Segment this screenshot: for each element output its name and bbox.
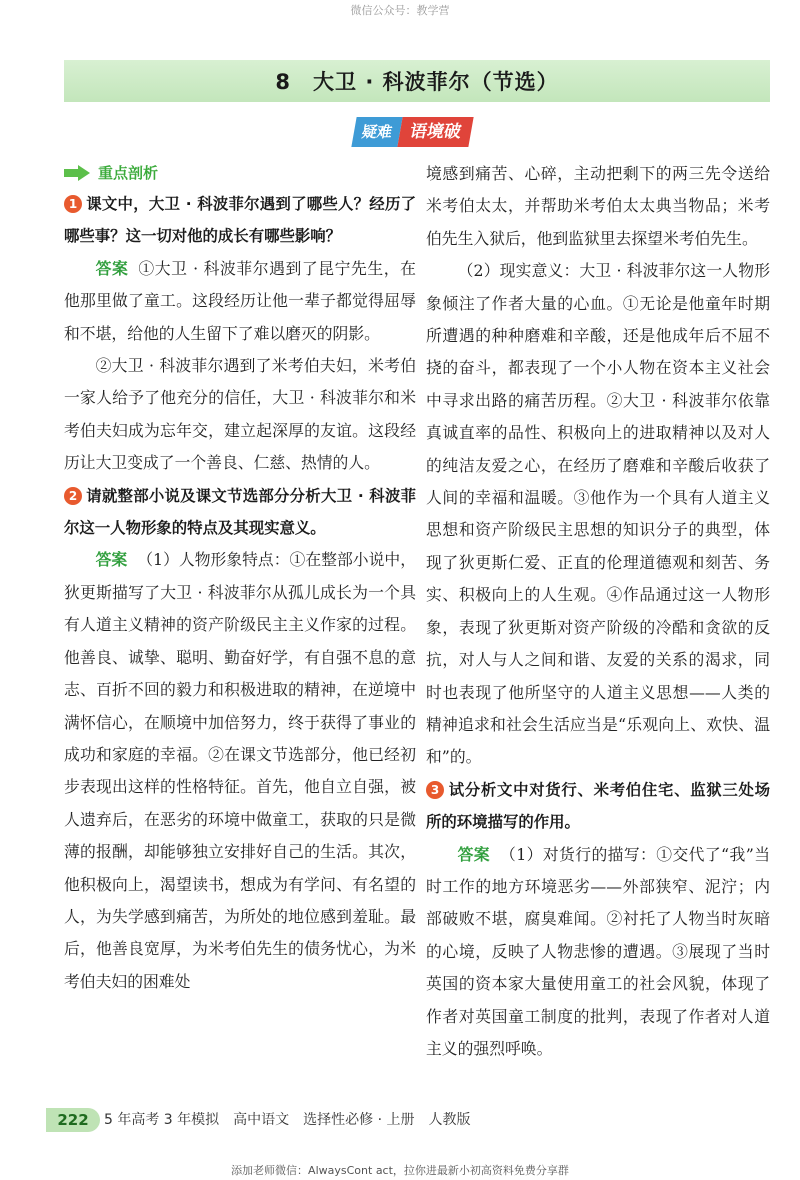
answer-2-text-1: （1）人物形象特点：①在整部小说中，狄更斯描写了大卫 · 科波菲尔从孤儿成长为一个具有人道主义精神的资产阶级民主主义作家的过程。他善良、诚挚、聪明、勤奋好学，有自强不息的意志、百折不回的毅力和积极进取的精神，在逆境中满怀信心，在顺境中加倍努力，终于获得了事业的成功和家庭的幸福。②在课文节选部分，他已经初步表现出这样的性格特征。首先，他自立自强，被人遗弃后，在恶劣的环境中做童工，获取的只是微薄的报酬，却能够独立安排好自己的生活。其次，他积极向上，渴望读书，想成为有学问、有名望的人，为失学感到痛苦，为所处的地位感到羞耻。最后，他善良宽厚，为米考伯先生的债务忧心，为米考伯夫妇的困难处 <box>64 550 416 991</box>
answer-2-para-1 <box>64 544 416 998</box>
section-label: 重点剖析 <box>98 163 159 182</box>
number-3-icon: 3 <box>426 781 444 799</box>
answer-2-continuation: 境感到痛苦、心碎，主动把剩下的两三先令送给米考伯太太，并帮助米考伯太太典当物品；米考伯先生入狱后，他到监狱里去探望米考伯先生。 <box>426 164 770 248</box>
question-3-text: 试分析文中对货行、米考伯住宅、监狱三处场所的环境描写的作用。 <box>426 780 770 832</box>
badge-part2: 语境破 <box>397 117 473 147</box>
watermark-top: 微信公众号：教学营 <box>350 4 450 17</box>
lesson-title-bar <box>64 60 770 102</box>
question-1-text: 课文中，大卫 · 科波菲尔遇到了哪些人？经历了哪些事？这一切对他的成长有哪些影响？ <box>64 195 416 246</box>
answer-3-para-1 <box>426 839 770 1066</box>
question-2 <box>64 480 416 545</box>
page-number: 222 <box>46 1108 100 1132</box>
book-info: 5 年高考 3 年模拟 高中语文 选择性必修 · 上册 人教版 <box>104 1112 471 1128</box>
lesson-title: 8 大卫 · 科波菲尔（节选） <box>275 70 559 94</box>
answer-label: 答案 <box>457 844 490 864</box>
answer-label: 答案 <box>95 258 129 278</box>
page-footer <box>0 1108 800 1134</box>
watermark-bottom: 添加老师微信：AlwaysCont act，拉你进最新小初高资料免费分享群 <box>231 1164 569 1177</box>
section-heading <box>64 158 416 188</box>
answer-1-text-1: ①大卫 · 科波菲尔遇到了昆宁先生，在他那里做了童工。这段经历让他一辈子都觉得屈辱和不堪，给他的人生留下了难以磨灭的阴影。 <box>64 258 416 343</box>
answer-1-para-1 <box>64 253 416 350</box>
question-2-text: 请就整部小说及课文节选部分分析大卫 · 科波菲尔这一人物形象的特点及其现实意义。 <box>64 486 416 538</box>
right-column <box>426 158 770 1065</box>
left-column <box>64 158 416 998</box>
answer-1-para-2: ②大卫 · 科波菲尔遇到了米考伯夫妇，米考伯一家人给予了他充分的信任，大卫 · 科波菲尔和米考伯夫妇成为忘年交，建立起深厚的友谊。这段经历让大卫变成了一个善良、仁慈、热情的人。 <box>64 356 416 473</box>
number-2-icon: 2 <box>64 487 82 505</box>
question-3 <box>426 774 770 839</box>
badge-part1: 疑难 <box>351 117 402 147</box>
arrow-right-icon <box>64 165 92 181</box>
answer-2-para-2: （2）现实意义：大卫 · 科波菲尔这一人物形象倾注了作者大量的心血。①无论是他童年时期所遭遇的种种磨难和辛酸，还是他成年后不屈不挠的奋斗，都表现了一个小人物在资本主义社会中寻求出路的痛苦历程。②大卫 · 科波菲尔依靠真诚直率的品性、积极向上的进取精神以及对人的纯洁友爱之心，在经历了磨难和辛酸后收获了人间的幸福和温暖。③他作为一个具有人道主义思想和资产阶级民主思想的知识分子的典型，体现了狄更斯仁爱、正直的伦理道德观和刻苦、务实、积极向上的人生观。④作品通过这一人物形象，表现了狄更斯对资产阶级的冷酷和贪欲的反抗，对人与人之间和谐、友爱的关系的渴求，同时也表现了他所坚守的人道主义思想——人类的精神追求和社会生活应当是“乐观向上、欢快、温和”的。 <box>426 261 770 767</box>
question-1 <box>64 188 416 253</box>
answer-label: 答案 <box>95 550 128 570</box>
section-badge <box>351 117 473 147</box>
answer-3-text-1: （1）对货行的描写：①交代了“我”当时工作的地方环境恶劣——外部狭窄、泥泞；内部破败不堪，腐臭难闻。②衬托了人物当时灰暗的心境，反映了人物悲惨的遭遇。③展现了当时英国的资本家大量使用童工的社会风貌，体现了作者对英国童工制度的批判，表现了作者对人道主义的强烈呼唤。 <box>426 844 770 1058</box>
number-1-icon: 1 <box>64 195 82 213</box>
